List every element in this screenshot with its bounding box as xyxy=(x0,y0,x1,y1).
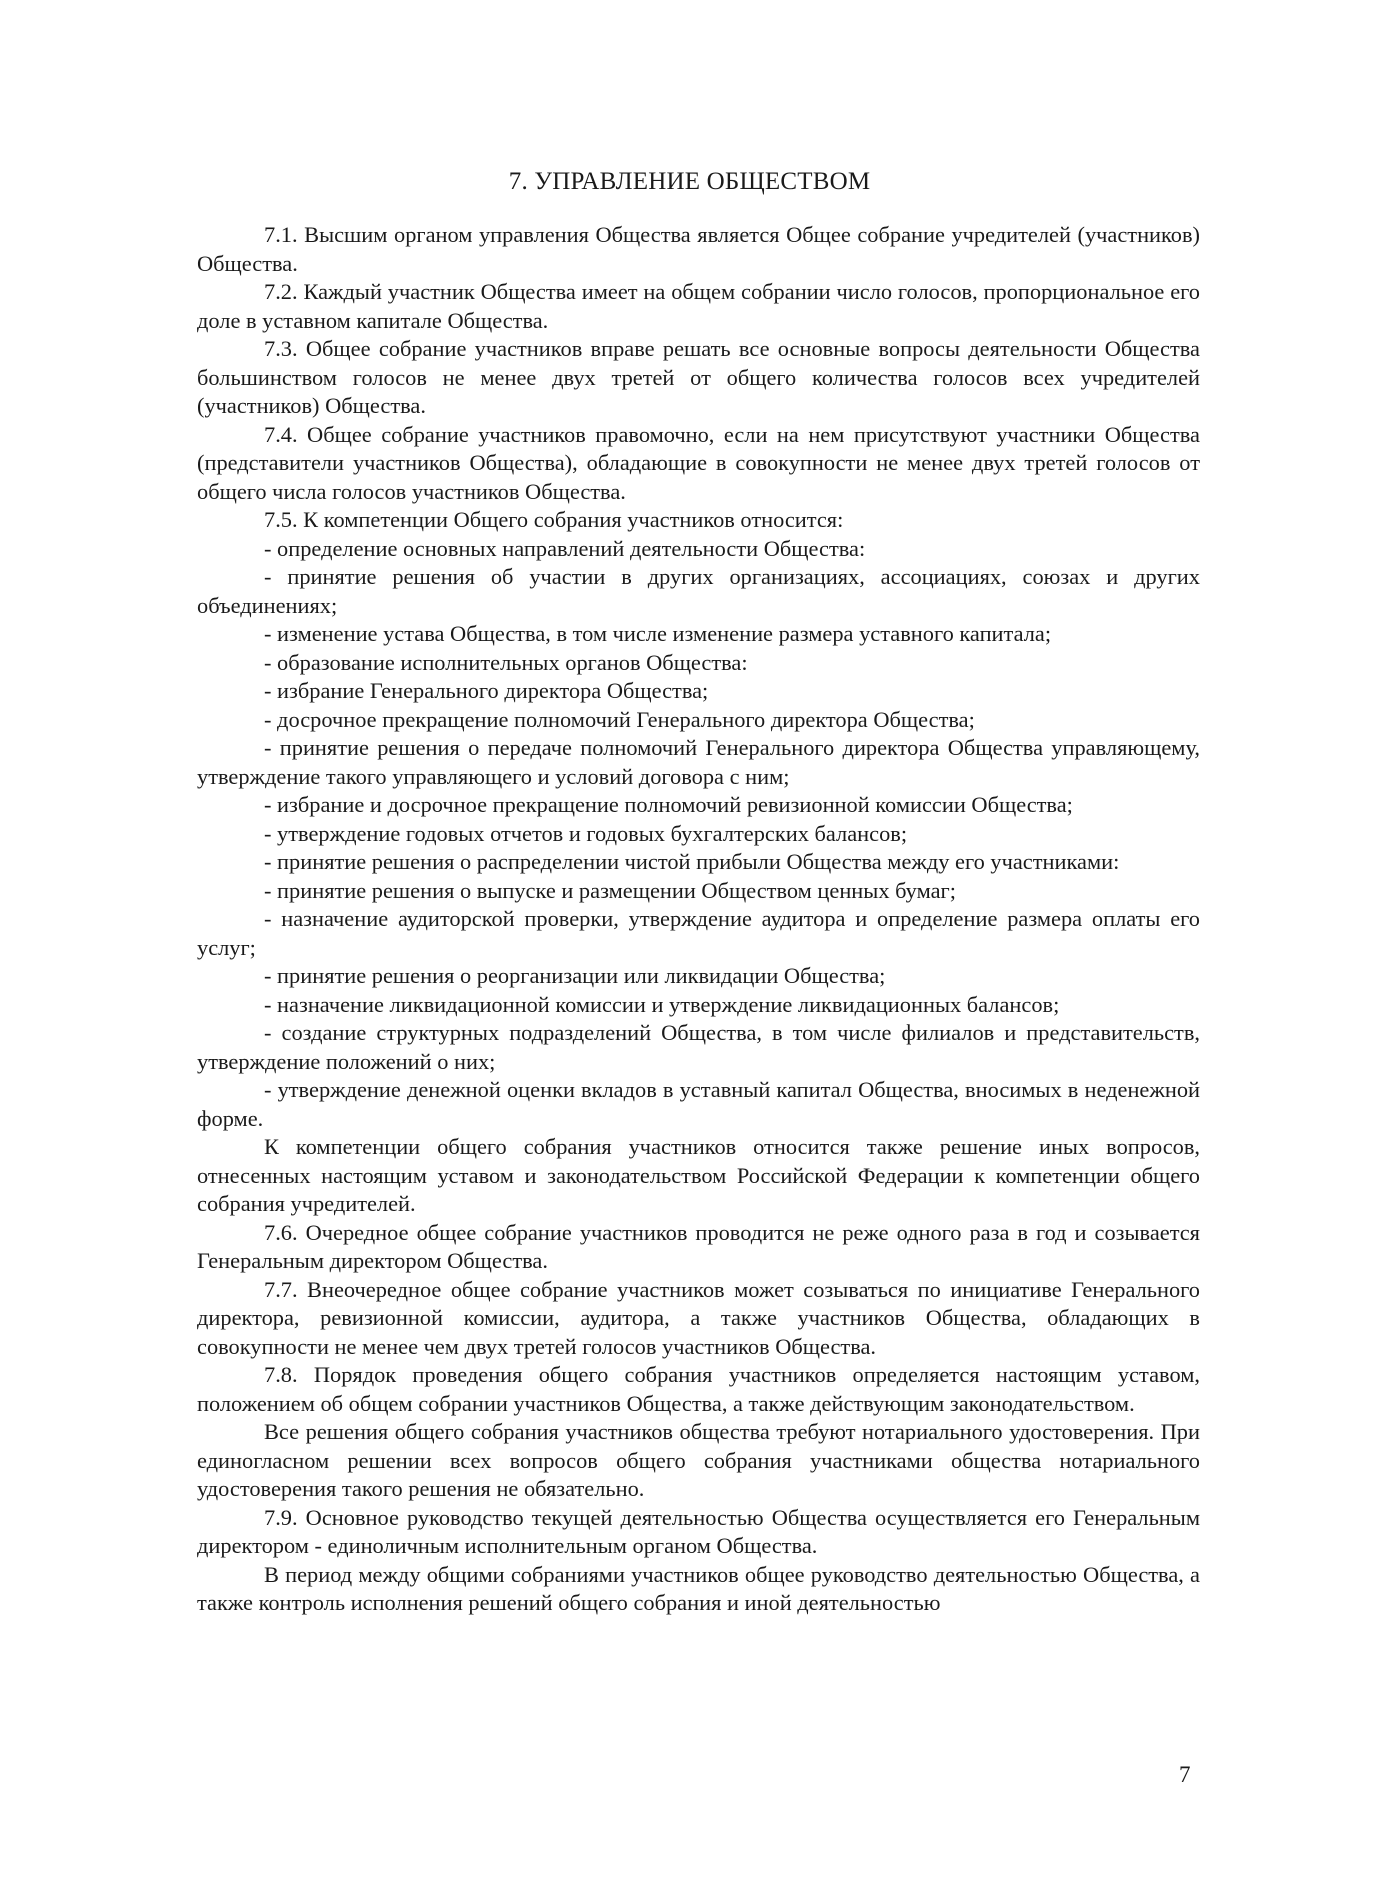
paragraph-7-6: 7.6. Очередное общее собрание участников проводится не реже одного раза в год и созывается Генеральным директором Общества. xyxy=(197,1219,1200,1273)
list-item: - назначение ликвидационной комиссии и утверждение ликвидационных балансов; xyxy=(264,991,1060,1017)
list-item: - определение основных направлений деятельности Общества: xyxy=(264,535,866,561)
section-title: 7. УПРАВЛЕНИЕ ОБЩЕСТВОМ xyxy=(508,168,871,195)
section-body xyxy=(197,221,1200,1618)
list-item: - принятие решения о распределении чистой прибыли Общества между его участниками: xyxy=(264,849,1120,874)
list-item: - назначение аудиторской проверки, утверждение аудитора и определение размера оплаты его услуг; xyxy=(197,906,1200,960)
list-item: - досрочное прекращение полномочий Генерального директора Общества; xyxy=(264,706,975,732)
list-item: - изменение устава Общества, в том числе изменение размера уставного капитала; xyxy=(264,621,1052,646)
paragraph-7-7: 7.7. Внеочередное общее собрание участников может созываться по инициативе Генерального директора, ревизионной комиссии, аудитора, а также участников Общества, обладающих в совокупности не менее чем двух третей голосов участников Общества. xyxy=(197,1276,1200,1359)
paragraph-notarial: Все решения общего собрания участников общества требуют нотариального удостоверения. При единогласном решении всех вопросов общего собрания участниками общества нотариального удостоверения такого решения не обязательно. xyxy=(197,1419,1200,1501)
list-item: - избрание Генерального директора Общества; xyxy=(264,678,709,703)
list-item: - создание структурных подразделений Общества, в том числе филиалов и представительств, утверждение положений о них; xyxy=(197,1020,1200,1074)
paragraph-7-1: 7.1. Высшим органом управления Общества является Общее собрание учредителей (участников) Общества. xyxy=(197,222,1200,276)
paragraph-competence-other: К компетенции общего собрания участников относится также решение иных вопросов, отнесенных настоящим уставом и законодательством Российской Федерации к компетенции общего собрания учредителей. xyxy=(197,1134,1200,1216)
list-item: - утверждение денежной оценки вкладов в уставный капитал Общества, вносимых в неденежной форме. xyxy=(197,1077,1200,1131)
paragraph-7-2: 7.2. Каждый участник Общества имеет на общем собрании число голосов, пропорциональное его доле в уставном капитале Общества. xyxy=(197,279,1200,333)
list-item: - принятие решения о выпуске и размещении Обществом ценных бумаг; xyxy=(264,877,956,903)
list-item: - избрание и досрочное прекращение полномочий ревизионной комиссии Общества; xyxy=(264,792,1073,817)
list-item: - принятие решения о реорганизации или ликвидации Общества; xyxy=(264,963,886,988)
paragraph-7-4: 7.4. Общее собрание участников правомочно, если на нем присутствуют участники Общества (представители участников Общества), обладающие в совокупности не менее двух третей голосов от общего числа голосов участников Общества. xyxy=(197,421,1200,504)
paragraph-7-8: 7.8. Порядок проведения общего собрания участников определяется настоящим уставом, положением об общем собрании участников Общества, а также действующим законодательством. xyxy=(197,1362,1200,1416)
paragraph-between-meetings: В период между общими собраниями участников общее руководство деятельностью Общества, а также контроль исполнения решений общего собрания и иной деятельностью xyxy=(197,1561,1200,1615)
paragraph-7-3: 7.3. Общее собрание участников вправе решать все основные вопросы деятельности Общества большинством голосов не менее двух третей от общего количества голосов всех учредителей (участников) Общества. xyxy=(197,336,1200,418)
page-number: 7 xyxy=(1179,1762,1191,1787)
list-item: - принятие решения о передаче полномочий Генерального директора Общества управляющему, утверждение такого управляющего и условий договора с ним; xyxy=(197,735,1200,789)
list-item: - образование исполнительных органов Общества: xyxy=(264,649,748,675)
paragraph-7-5: 7.5. К компетенции Общего собрания участников относится: xyxy=(264,507,844,532)
list-item: - утверждение годовых отчетов и годовых бухгалтерских балансов; xyxy=(264,820,908,846)
paragraph-7-9: 7.9. Основное руководство текущей деятельностью Общества осуществляется его Генеральным директором - единоличным исполнительным органом Общества. xyxy=(197,1504,1200,1558)
list-item: - принятие решения об участии в других организациях, ассоциациях, союзах и других объединениях; xyxy=(197,564,1200,618)
